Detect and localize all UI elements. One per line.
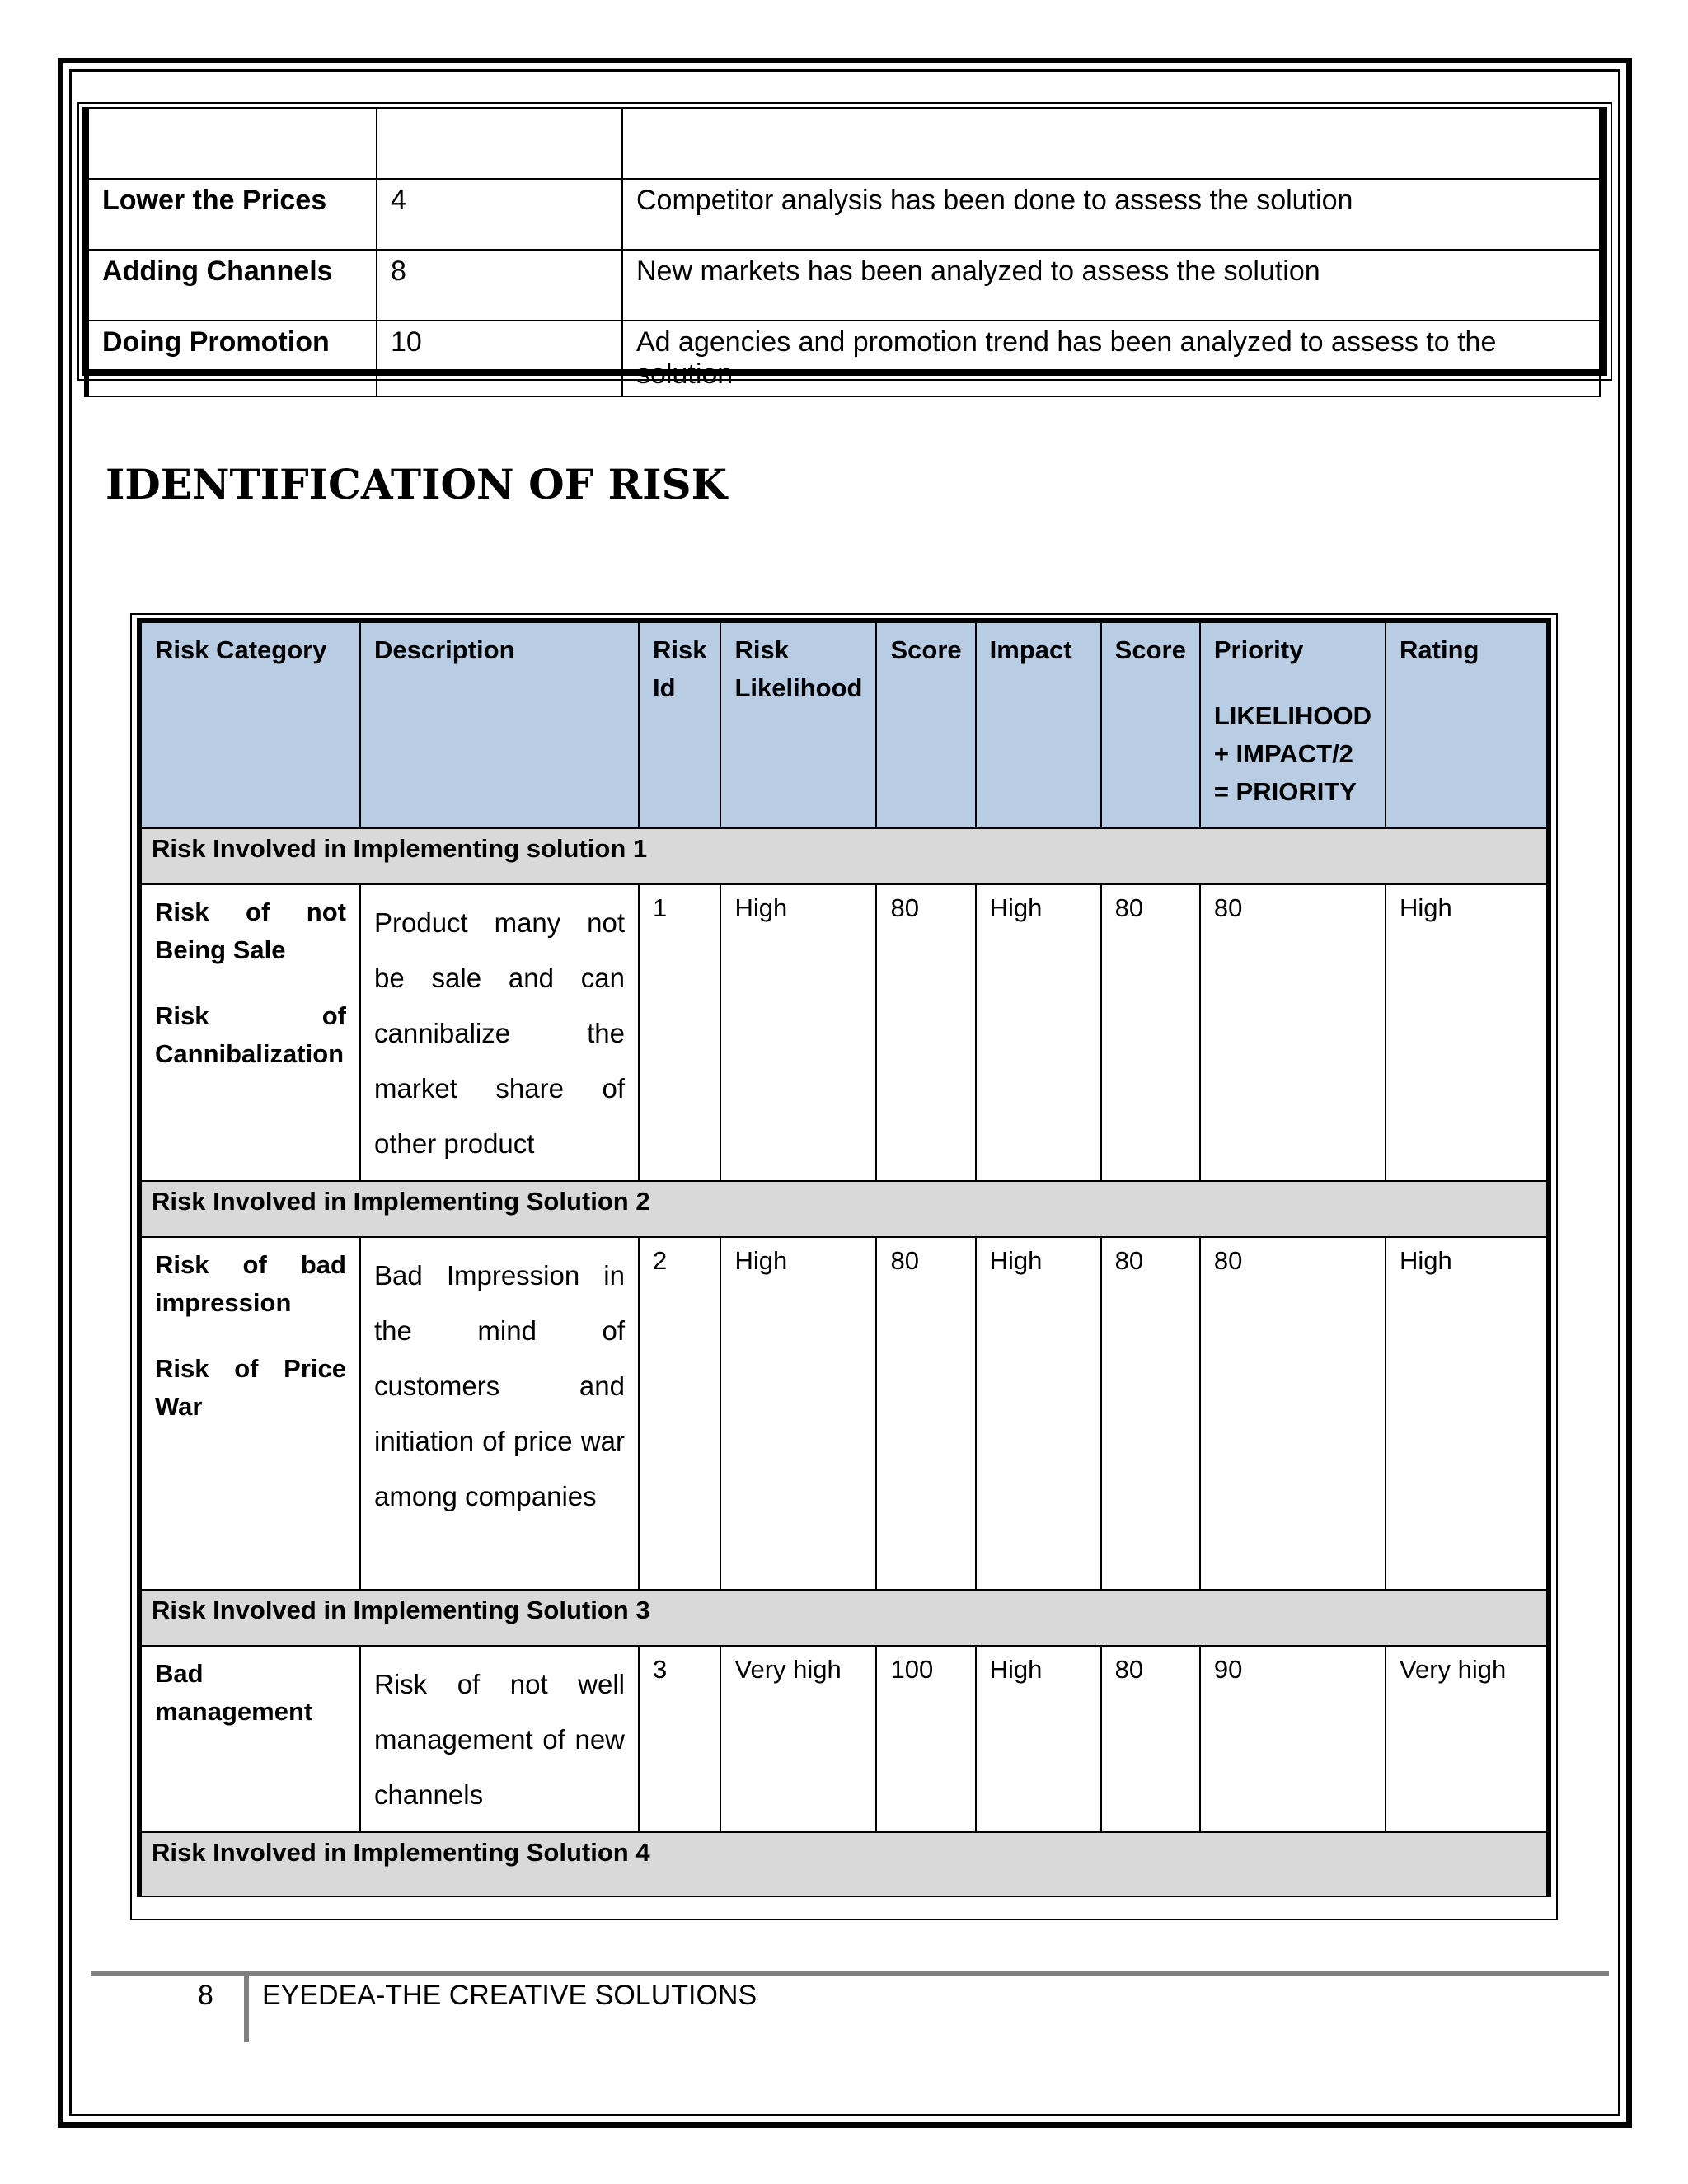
table-row [139,1237,1549,1590]
solution-assessment-table [77,102,1612,390]
section-title: Risk Involved in Implementing Solution 4 [139,1832,1549,1896]
solution-value: 8 [377,250,622,321]
page-number: 8 [198,1980,213,2011]
risk-description: Risk of not well management of new channels [360,1646,639,1832]
risk-id: 3 [639,1646,720,1832]
header-score: Score [876,621,975,828]
section-heading: IDENTIFICATION OF RISK [106,460,728,509]
risk-rating: Very high [1386,1646,1549,1832]
risk-category: Bad management [139,1646,360,1832]
solution-name: Adding Channels [87,250,377,321]
solution-name [87,109,377,179]
section-row [139,1590,1549,1646]
solution-value: 10 [377,321,622,396]
header-rating: Rating [1386,621,1549,828]
likelihood-score: 80 [876,884,975,1181]
solution-value: 4 [377,179,622,250]
risk-id: 2 [639,1237,720,1590]
table-row [87,321,1600,396]
header-risk-id: Risk Id [639,621,720,828]
section-title: Risk Involved in Implementing solution 1 [139,828,1549,884]
table-row [139,1646,1549,1832]
solution-name: Lower the Prices [87,179,377,250]
solution-note [622,109,1600,179]
risk-rating: High [1386,1237,1549,1590]
header-risk-likelihood: Risk Likelihood [720,621,876,828]
section-title: Risk Involved in Implementing Solution 2 [139,1181,1549,1237]
footer-separator [244,1976,249,2042]
risk-rating: High [1386,884,1549,1181]
risk-description: Bad Impression in the mind of customers and initiation of price war among companies [360,1237,639,1590]
footer-company-name: EYEDEA-THE CREATIVE SOLUTIONS [262,1980,757,2011]
risk-impact: High [976,884,1101,1181]
risk-priority: 80 [1200,1237,1386,1590]
solution-name: Doing Promotion [87,321,377,396]
risk-likelihood: High [720,1237,876,1590]
risk-likelihood: Very high [720,1646,876,1832]
section-title: Risk Involved in Implementing Solution 3 [139,1590,1549,1646]
risk-impact: High [976,1646,1101,1832]
header-priority: Priority LIKELIHOOD + IMPACT/2 = PRIORITY [1200,621,1386,828]
risk-table-frame [130,613,1558,1920]
footer-rule [91,1971,1609,1976]
table-row [87,179,1600,250]
priority-formula: LIKELIHOOD [1213,701,1372,730]
risk-impact: High [976,1237,1101,1590]
header-impact: Impact [976,621,1101,828]
risk-priority: 90 [1200,1646,1386,1832]
risk-description: Product many not be sale and can cannibalize the market share of other product [360,884,639,1181]
risk-category: Risk of bad impression Risk of Price War [139,1237,360,1590]
section-row [139,1181,1549,1237]
table-row [87,109,1600,179]
impact-score: 80 [1101,1237,1200,1590]
header-description: Description [360,621,639,828]
risk-table-header-row [139,621,1549,828]
solution-note: New markets has been analyzed to assess the solution [622,250,1600,321]
table-row [139,884,1549,1181]
solution-note: Ad agencies and promotion trend has been analyzed to assess to the solution [622,321,1600,396]
solution-value [377,109,622,179]
section-row [139,1832,1549,1896]
risk-priority: 80 [1200,884,1386,1181]
header-risk-category: Risk Category [139,621,360,828]
impact-score: 80 [1101,1646,1200,1832]
solution-note: Competitor analysis has been done to assess the solution [622,179,1600,250]
header-score: Score [1101,621,1200,828]
risk-table [137,618,1551,1897]
likelihood-score: 80 [876,1237,975,1590]
risk-likelihood: High [720,884,876,1181]
likelihood-score: 100 [876,1646,975,1832]
section-row [139,828,1549,884]
impact-score: 80 [1101,884,1200,1181]
risk-category: Risk of not Being Sale Risk of Cannibalization [139,884,360,1181]
risk-id: 1 [639,884,720,1181]
table-row [87,250,1600,321]
